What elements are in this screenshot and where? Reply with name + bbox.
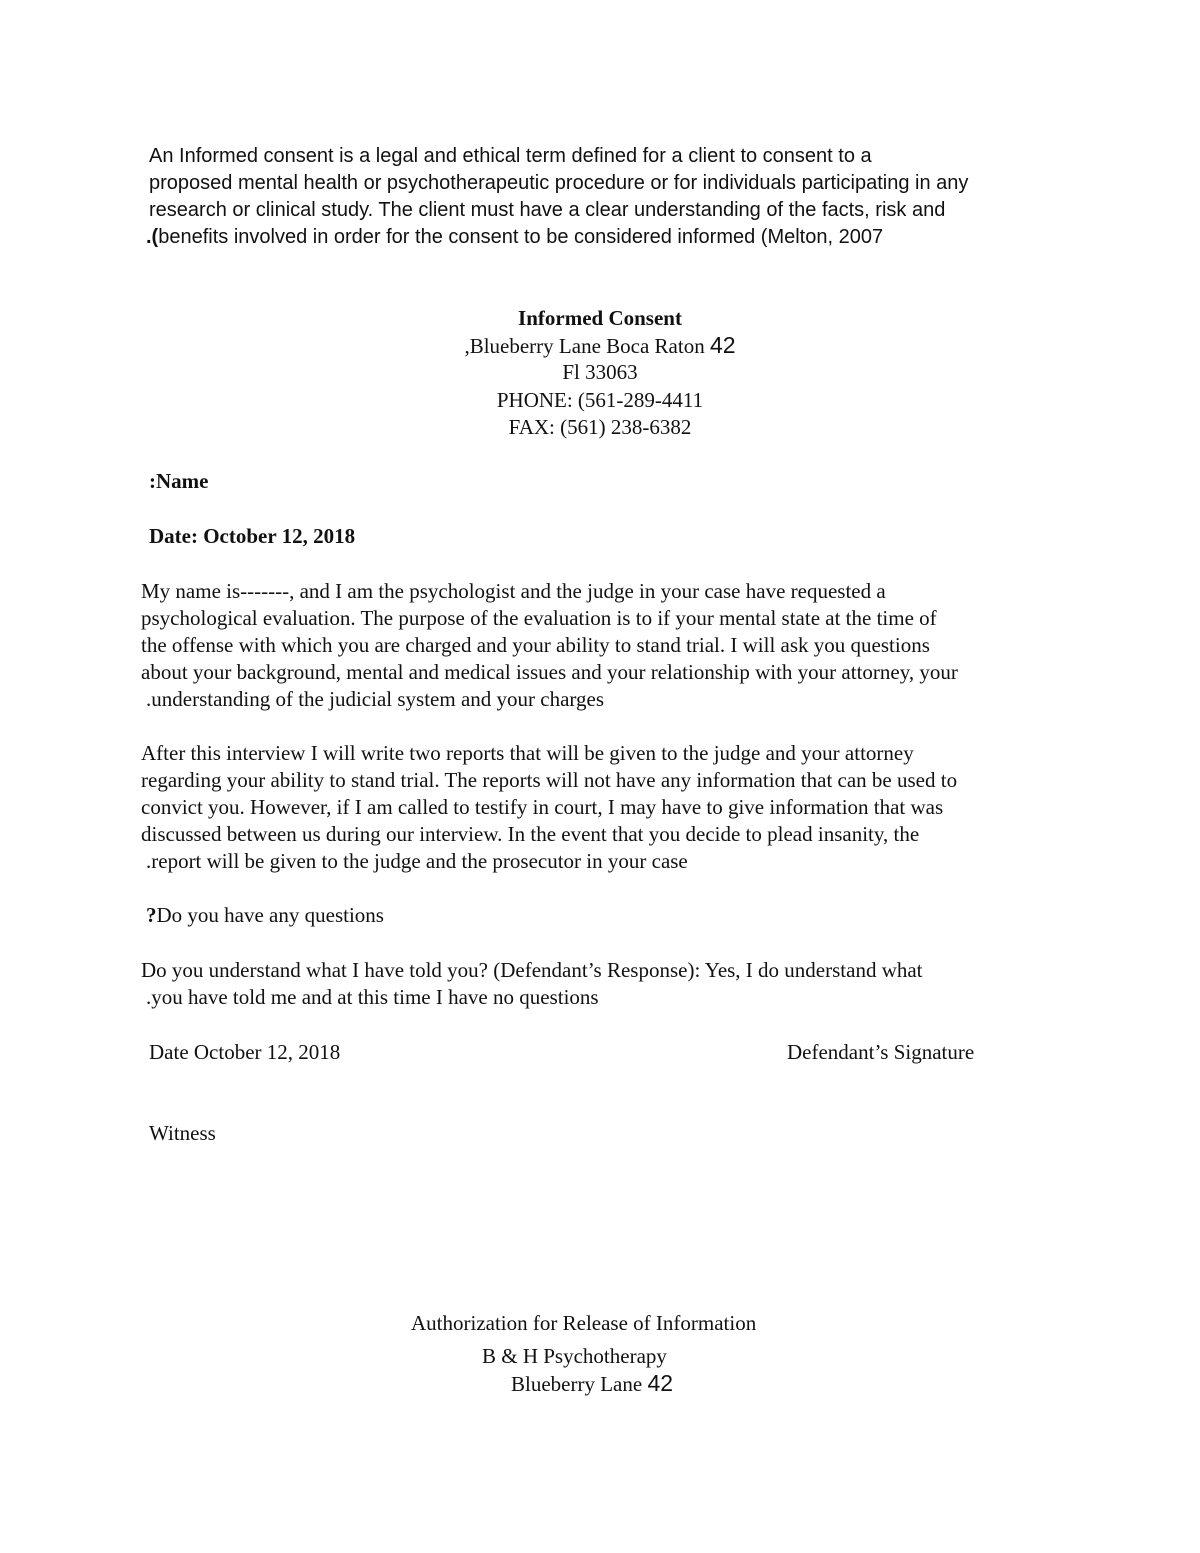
address-line-1 (0, 332, 1200, 360)
question-text: Do you have any questions (156, 903, 384, 927)
response-line-2: .you have told me and at this time I have no questions (146, 985, 599, 1009)
para1-line-2: psychological evaluation. The purpose of the evaluation is to if your mental state at the time of (141, 606, 937, 630)
para2-line-1: After this interview I will write two reports that will be given to the judge and your attorney (141, 741, 914, 765)
question-mark: ? (146, 903, 157, 927)
para2-line-3: convict you. However, if I am called to testify in court, I may have to give information that was (141, 795, 944, 819)
para1-line-3: the offense with which you are charged and your ability to stand trial. I will ask you questions (141, 633, 930, 657)
intro-line-4-prefix: .( (146, 226, 159, 248)
name-field-label: :Name (149, 469, 209, 493)
para1-line-1: My name is-------, and I am the psychologist and the judge in your case have requested a (141, 579, 886, 603)
witness-label: Witness (149, 1121, 216, 1145)
signature-date: Date October 12, 2018 (149, 1040, 341, 1064)
para2-line-5: .report will be given to the judge and the prosecutor in your case (146, 849, 688, 873)
intro-line-4 (146, 224, 883, 251)
address-street: ,Blueberry Lane Boca Raton (464, 334, 705, 358)
defendant-signature-label: Defendant’s Signature (787, 1040, 975, 1064)
phone-line: PHONE: (561-289-4411 (496, 388, 704, 412)
intro-line-2: proposed mental health or psychotherapeutic procedure or for individuals participating in any (149, 172, 969, 194)
para1-line-4: about your background, mental and medical issues and your relationship with your attorney, your (141, 660, 958, 684)
address-line-2: Fl 33063 (562, 360, 638, 384)
para2-line-2: regarding your ability to stand trial. The reports will not have any information that can be used to (141, 768, 958, 792)
authorization-org: B & H Psychotherapy (482, 1344, 667, 1368)
authorization-title: Authorization for Release of Information (411, 1311, 757, 1335)
para1-line-5: .understanding of the judicial system and your charges (146, 687, 605, 711)
intro-line-1: An Informed consent is a legal and ethical term defined for a client to consent to a (149, 145, 872, 167)
para2-line-4: discussed between us during our interview. In the event that you decide to plead insanity, the (141, 822, 920, 846)
intro-line-4-text: benefits involved in order for the consent to be considered informed (Melton, 2007 (158, 226, 884, 248)
authorization-number: 42 (647, 1370, 674, 1396)
document-title: Informed Consent (518, 306, 682, 330)
authorization-street: Blueberry Lane (511, 1372, 643, 1396)
fax-line: FAX: (561) 238-6382 (508, 415, 692, 439)
intro-line-3: research or clinical study. The client must have a clear understanding of the facts, risk and (149, 199, 946, 221)
response-line-1: Do you understand what I have told you? (Defendant’s Response): Yes, I do understand what (141, 958, 923, 982)
authorization-address (511, 1370, 673, 1398)
address-number: 42 (709, 332, 736, 358)
date-field-label: Date: October 12, 2018 (149, 524, 356, 548)
question-line (146, 902, 384, 929)
